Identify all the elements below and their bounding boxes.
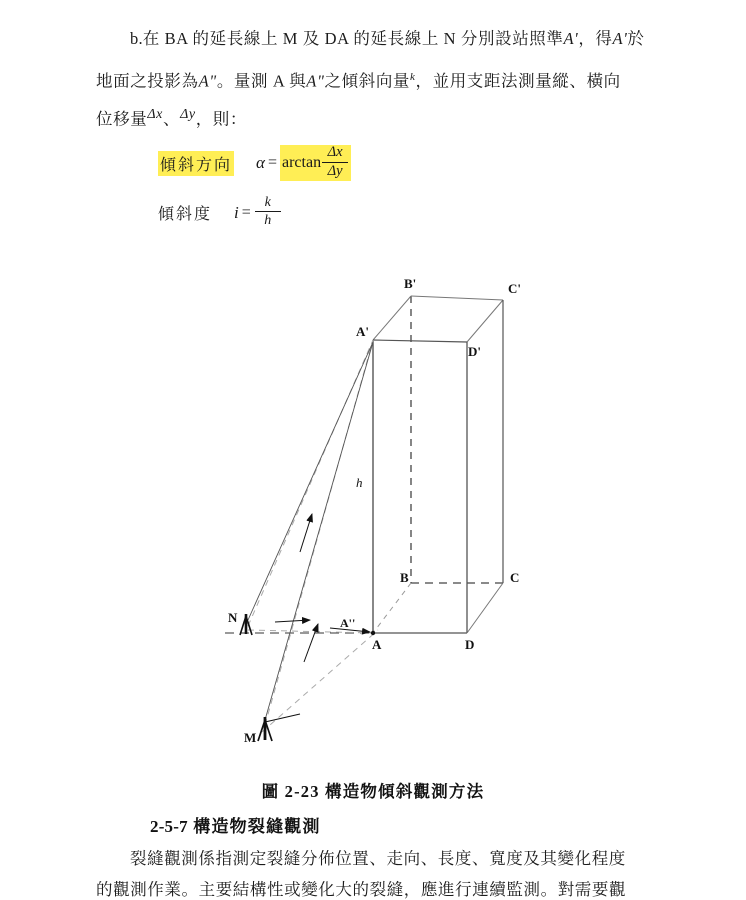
formula-direction-numerator: Δx: [327, 144, 343, 160]
variable-a-prime-1: A': [563, 29, 579, 48]
edge-D-C: [467, 583, 503, 633]
sightline-M-to-Aproj: [262, 630, 378, 732]
formula-degree-variable: i: [234, 202, 239, 222]
formula-degree-denominator: h: [264, 213, 272, 229]
formula-direction-highlight: [280, 145, 351, 181]
paragraph-top-line-2-d: ，並用支距法測量縱、橫向: [415, 71, 621, 91]
ray-N-to-Atop-solid: [248, 342, 373, 620]
label-height-h: h: [356, 475, 363, 490]
section-number: 2-5-7: [150, 817, 188, 836]
label-A-top: A': [356, 324, 369, 339]
label-B: B: [400, 570, 409, 585]
paragraph-top-line-1-mid: ，得: [578, 29, 613, 48]
label-station-N: N: [228, 610, 238, 625]
section-heading: [150, 812, 321, 837]
formula-tilt-direction: [158, 145, 351, 181]
edge-Atop-Btop: [373, 296, 411, 340]
section-title: 構造物裂縫觀測: [193, 817, 321, 836]
variable-delta-x: Δx: [147, 107, 163, 122]
variable-a-double-prime-2: A": [306, 71, 325, 91]
variable-delta-y: Δy: [180, 107, 196, 122]
formula-degree-fraction: [255, 195, 281, 228]
formula-direction-label: 傾斜方向: [158, 151, 234, 176]
formula-degree-equals: =: [241, 203, 251, 221]
label-D-top: D': [468, 344, 481, 359]
paragraph-top-line-2-a: 地面之投影為: [96, 71, 199, 91]
arrow-N-ray: [300, 514, 312, 552]
formula-direction-fraction: [322, 145, 348, 179]
formula-degree-label: 傾斜度: [158, 206, 213, 224]
arrow-ground-ray: [275, 620, 310, 622]
paragraph-top-line-3-c: ，則：: [195, 109, 248, 129]
arrow-M-ray: [304, 624, 318, 662]
edge-B-to-A-hidden: [373, 583, 411, 633]
label-D: D: [465, 637, 475, 652]
paragraph-bottom-line-2: 的觀測作業。主要結構性或變化大的裂縫，應進行連續監測。對需要觀: [96, 880, 627, 899]
paragraph-top-line-1: [96, 20, 644, 58]
formula-direction-variable: α: [256, 153, 265, 173]
label-station-M: M: [244, 730, 257, 745]
formula-direction-equals: =: [267, 154, 277, 172]
paragraph-top-line-2-b: 。量測 A 與: [216, 71, 307, 91]
label-A: A: [372, 637, 382, 652]
tripod-icon-N: [240, 614, 252, 635]
paragraph-bottom-line-1-text: 裂縫觀測係指測定裂縫分佈位置、走向、長度、寬度及其變化程度: [130, 849, 626, 868]
edge-Dtop-Atop: [373, 340, 467, 342]
list-marker: b.: [130, 29, 143, 48]
variable-a-prime-2: A': [612, 29, 628, 48]
paragraph-top-line-3: [96, 96, 247, 139]
label-A-projection: A'': [340, 616, 356, 630]
paragraph-top-line-3-a: 位移量: [96, 109, 148, 129]
paragraph-top-line-1-text: 在 BA 的延長線上 M 及 DA 的延長線上 N 分別設站照準: [142, 29, 564, 48]
paragraph-top-line-1-suffix: 於: [627, 29, 645, 48]
paragraph-top-line-2-c: 之傾斜向量: [324, 71, 411, 91]
paragraph-top-line-2: [96, 58, 621, 101]
paragraph-bottom-line-1: [96, 845, 626, 869]
ray-M-to-Atop-solid: [265, 342, 373, 720]
paragraph-top-line-3-b: 、: [162, 109, 181, 129]
formula-direction-denominator: Δy: [327, 162, 343, 179]
label-C-top: C': [508, 281, 521, 296]
connector-M-base: [265, 714, 300, 722]
label-B-top: B': [404, 276, 417, 291]
tilt-observation-diagram: [0, 262, 746, 772]
formula-tilt-degree: [158, 196, 282, 229]
formula-direction-function: arctan: [281, 154, 322, 172]
point-marker-Aproj: [371, 631, 375, 635]
superscript-k: k: [410, 71, 416, 83]
label-C: C: [510, 570, 520, 585]
edge-Btop-Ctop: [411, 296, 503, 300]
variable-a-double-prime-1: A": [198, 71, 217, 91]
formula-degree-numerator: k: [264, 195, 271, 210]
figure-caption: 圖 2-23 構造物傾斜觀測方法: [261, 782, 485, 801]
edge-Ctop-Dtop: [467, 300, 503, 342]
